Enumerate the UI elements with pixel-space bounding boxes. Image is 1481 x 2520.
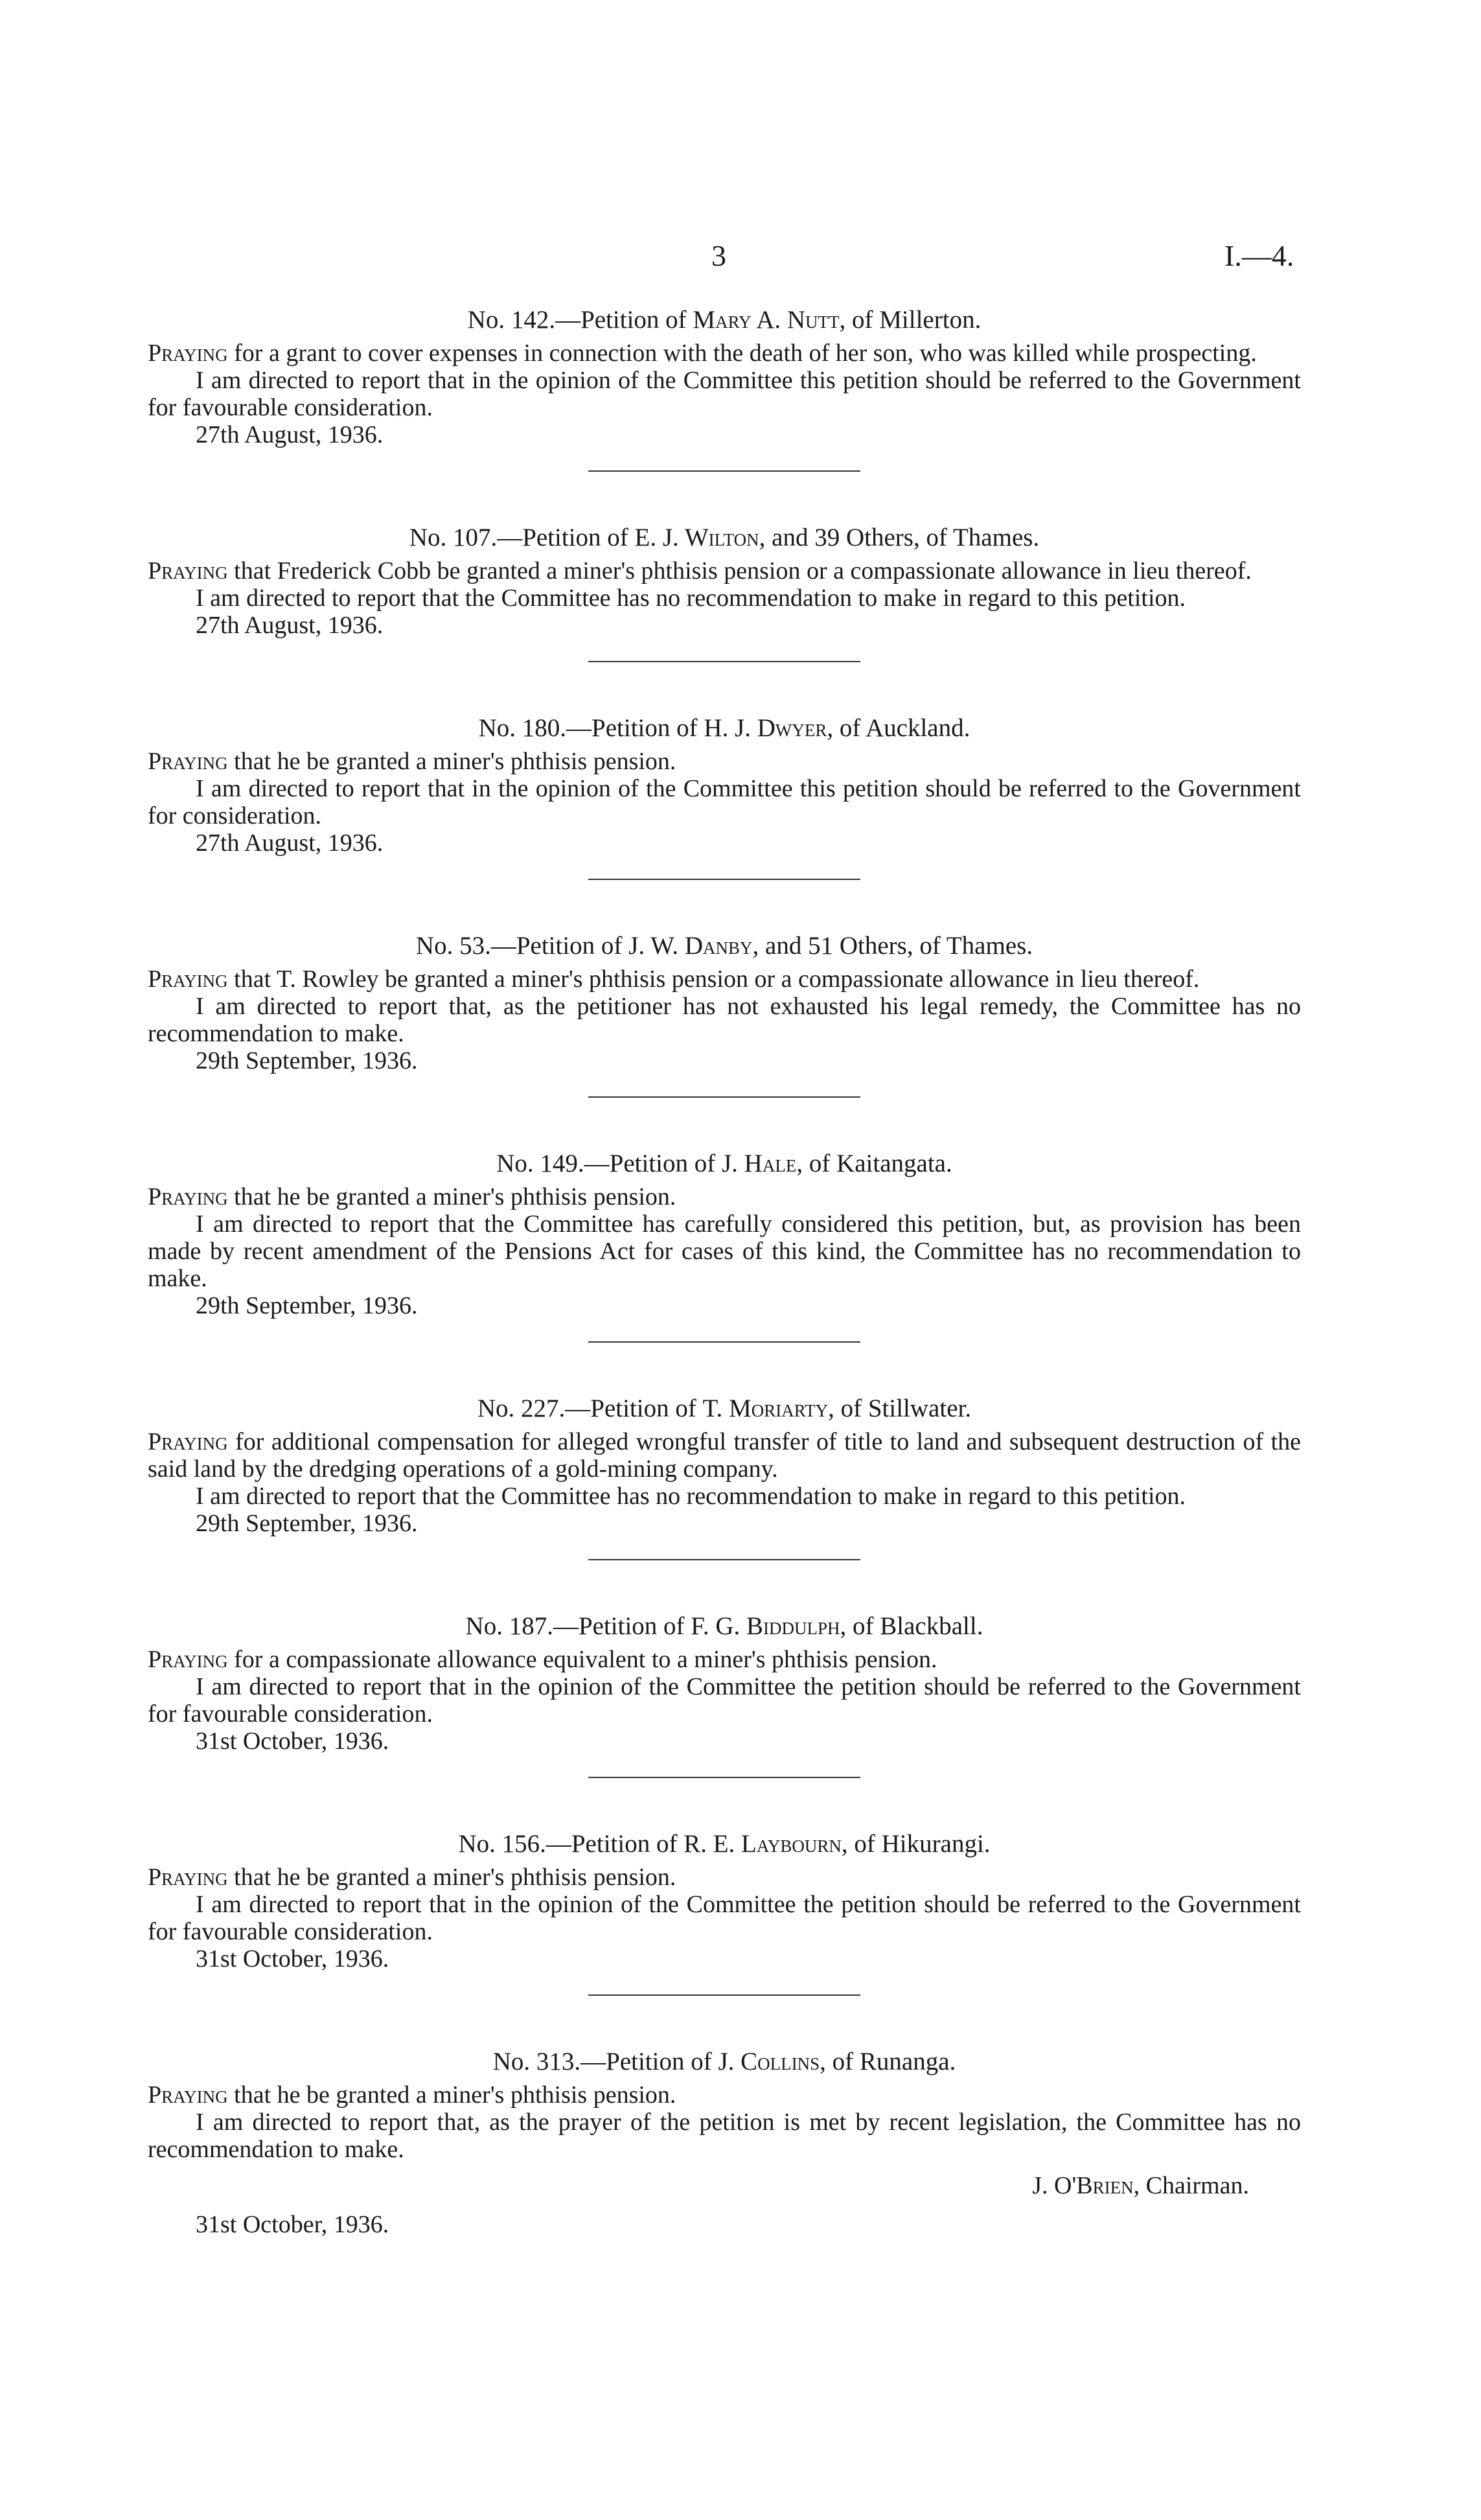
petition-title: No. 180.—Petition of H. J. Dwyer, of Auckland. — [478, 714, 970, 742]
section-divider — [588, 1994, 860, 1996]
petition-entry — [148, 713, 1301, 857]
praying-paragraph: Praying that he be granted a miner's phthisis pension. — [148, 748, 676, 775]
petition-date: 27th August, 1936. — [196, 612, 384, 639]
petition-title: No. 53.—Petition of J. W. Danby, and 51 Others, of Thames. — [415, 932, 1033, 960]
praying-paragraph: Praying that he be granted a miner's phthisis pension. — [148, 1864, 676, 1891]
petition-entry — [148, 305, 1301, 448]
praying-paragraph: Praying for a compassionate allowance equivalent to a miner's phthisis pension. — [148, 1646, 937, 1673]
petitioner-name: T. Moriarty — [702, 1394, 829, 1422]
report-paragraph: I am directed to report that in the opinion of the Committee the petition should be referred to the Government for favourable consideration. — [148, 1673, 1301, 1728]
petition-entry — [148, 1829, 1301, 1972]
petitions-list — [148, 305, 1301, 2238]
report-paragraph: I am directed to report that the Committee has carefully considered this petition, but, as provision has been made by recent amendment of the Pensions Act for cases of this kind, the Committee has no recommendation to make. — [148, 1210, 1301, 1292]
petition-date: 31st October, 1936. — [196, 1945, 389, 1972]
section-divider — [588, 1096, 860, 1098]
report-paragraph: I am directed to report that the Committee has no recommendation to make in regard to this petition. — [196, 1483, 1186, 1510]
petition-title: No. 149.—Petition of J. Hale, of Kaitangata. — [496, 1150, 952, 1177]
praying-paragraph: Praying that he be granted a miner's phthisis pension. — [148, 1183, 676, 1210]
petition-date: 27th August, 1936. — [196, 829, 384, 857]
petitioner-name: J. Collins — [718, 2048, 820, 2075]
praying-paragraph: Praying that Frederick Cobb be granted a miner's phthisis pension or a compassionate allowance in lieu thereof. — [148, 557, 1252, 584]
chairman-signature: J. O'Brien, Chairman. — [1032, 2172, 1249, 2199]
praying-paragraph: Praying that T. Rowley be granted a miner's phthisis pension or a compassionate allowance in lieu thereof. — [148, 965, 1200, 993]
section-divider — [588, 1559, 860, 1560]
praying-paragraph: Praying for additional compensation for alleged wrongful transfer of title to land and subsequent destruction of the said land by the dredging operations of a gold-mining company. — [148, 1428, 1301, 1483]
section-divider — [588, 1777, 860, 1778]
praying-paragraph: Praying that he be granted a miner's phthisis pension. — [148, 2081, 676, 2109]
report-paragraph: I am directed to report that in the opinion of the Committee the petition should be referred to the Government for favourable consideration. — [148, 1891, 1301, 1945]
petition-date: 29th September, 1936. — [196, 1510, 418, 1537]
petition-title: No. 227.—Petition of T. Moriarty, of Stillwater. — [477, 1394, 972, 1422]
petition-date: 27th August, 1936. — [196, 421, 384, 448]
section-divider — [588, 1341, 860, 1343]
petition-entry — [148, 2046, 1301, 2238]
page-number: 3 — [711, 239, 726, 272]
petition-date: 29th September, 1936. — [196, 1047, 418, 1074]
report-paragraph: I am directed to report that the Committee has no recommendation to make in regard to this petition. — [196, 584, 1186, 612]
petitioner-name: H. J. Dwyer — [704, 714, 827, 742]
petition-entry — [148, 1611, 1301, 1755]
section-divider — [588, 879, 860, 880]
petition-entry — [148, 1393, 1301, 1537]
petition-entry — [148, 522, 1301, 639]
petition-title: No. 156.—Petition of R. E. Laybourn, of Hikurangi. — [458, 1830, 991, 1858]
petition-date: 31st October, 1936. — [196, 1728, 389, 1755]
petitioner-name: J. Hale — [722, 1150, 797, 1177]
petitioner-name: J. W. Danby — [628, 932, 753, 960]
petition-date: 29th September, 1936. — [196, 1292, 418, 1319]
petitioner-name: F. G. Biddulph — [691, 1612, 840, 1640]
section-divider — [588, 470, 860, 472]
report-paragraph: I am directed to report that, as the prayer of the petition is met by recent legislation, the Committee has no recommendation to make. — [148, 2109, 1301, 2163]
petition-title: No. 107.—Petition of E. J. Wilton, and 39 Others, of Thames. — [409, 524, 1040, 551]
petition-entry — [148, 1148, 1301, 1319]
report-paragraph: I am directed to report that, as the petitioner has not exhausted his legal remedy, the Committee has no recommendation to make. — [148, 993, 1301, 1047]
petition-entry — [148, 931, 1301, 1074]
section-divider — [588, 661, 860, 662]
petitioner-name: R. E. Laybourn — [683, 1830, 842, 1858]
petition-title: No. 313.—Petition of J. Collins, of Runanga. — [492, 2048, 956, 2075]
page-header — [0, 238, 1481, 277]
document-reference: I.—4. — [1224, 239, 1294, 272]
report-paragraph: I am directed to report that in the opinion of the Committee this petition should be referred to the Government for favourable consideration. — [148, 367, 1301, 421]
report-paragraph: I am directed to report that in the opinion of the Committee this petition should be referred to the Government for consideration. — [148, 775, 1301, 829]
petition-title: No. 187.—Petition of F. G. Biddulph, of Blackball. — [465, 1612, 983, 1640]
petitioner-name: Mary A. Nutt — [693, 306, 840, 334]
petition-date: 31st October, 1936. — [196, 2211, 389, 2238]
praying-paragraph: Praying for a grant to cover expenses in connection with the death of her son, who was killed while prospecting. — [148, 340, 1257, 367]
petitioner-name: E. J. Wilton — [634, 524, 759, 551]
petition-title: No. 142.—Petition of Mary A. Nutt, of Millerton. — [467, 306, 982, 334]
